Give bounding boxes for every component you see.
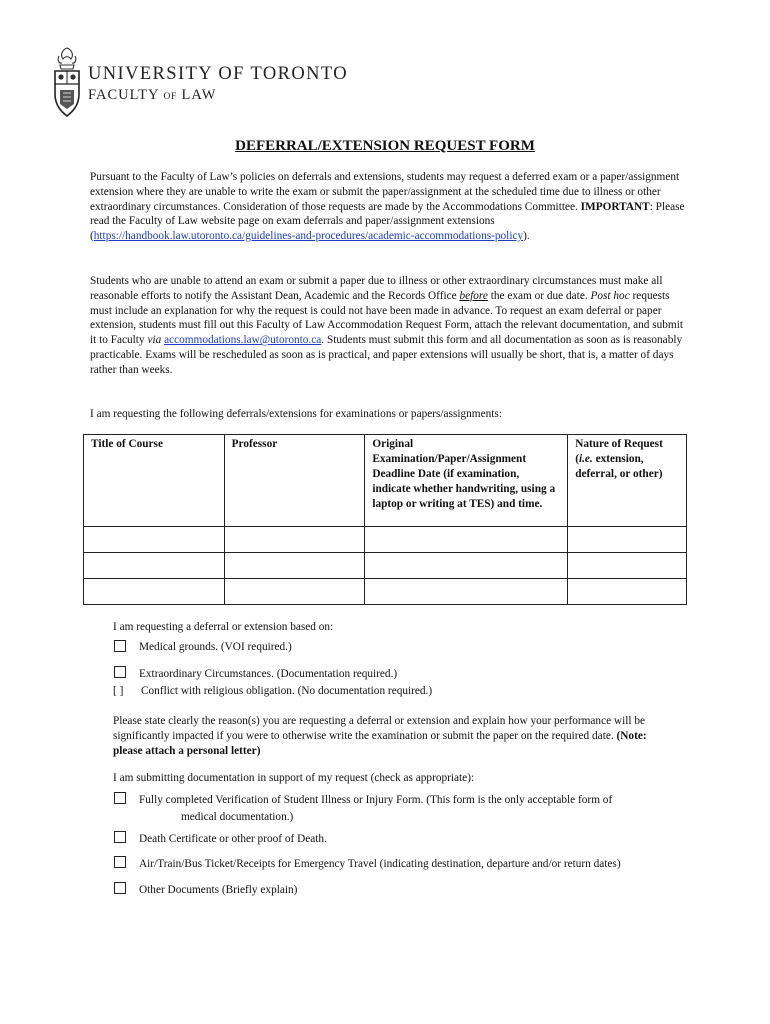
travel-receipts-checkbox[interactable] xyxy=(114,856,126,868)
request-intro: I am requesting the following deferrals/extensions for examinations or papers/assignments: xyxy=(90,408,502,420)
death-certificate-checkbox[interactable] xyxy=(114,831,126,843)
course-cell[interactable] xyxy=(84,527,225,553)
header-course: Title of Course xyxy=(84,435,225,527)
religious-bracket-checkbox[interactable]: [ ] xyxy=(113,685,124,697)
nature-cell[interactable] xyxy=(568,579,687,605)
course-cell[interactable] xyxy=(84,579,225,605)
illness-form-label: Fully completed Verification of Student Illness or Injury Form. (This form is the only acceptable form of xyxy=(139,794,613,806)
intro-paragraph: Pursuant to the Faculty of Law’s policies on deferrals and extensions, students may request a deferred exam or a paper/assignment extension where they are unable to write the exam or submit the paper/assignment at the scheduled time due to illness or other extraordinary circumstances. Consideration of those requests are made by the Accommodations Committee. IMPORTANT: Please read the Faculty of Law website page on exam deferrals and paper/assignment extensions (https://handbook.law.utoronto.ca/guidelines-and-procedures/academic-accommodations-policy). xyxy=(90,171,685,243)
extraordinary-circumstances-label: Extraordinary Circumstances. (Documentation required.) xyxy=(139,668,398,680)
instructions-paragraph: Students who are unable to attend an exam or submit a paper due to illness or other extraordinary circumstances must make all reasonable efforts to notify the Assistant Dean, Academic and the Records Office before the exam or due date. Post hoc requests must include an explanation for why the request is could not have been made in advance. To request an exam deferral or paper extension, students must fill out this Faculty of Law Accommodation Request Form, attach the relevant documentation, and submit it to Faculty via accommodations.law@utoronto.ca. Students must submit this form and all documentation as soon as is reasonably practicable. Exams will be rescheduled as soon as is practical, and paper extensions will usually be short, that is, a matter of days rather than weeks. xyxy=(90,275,683,376)
handbook-link[interactable]: https://handbook.law.utoronto.ca/guidelines-and-procedures/academic-accommodations-policy xyxy=(93,230,524,243)
faculty-name: FACULTY OF LAW xyxy=(88,87,217,103)
nature-cell[interactable] xyxy=(568,527,687,553)
medical-grounds-checkbox[interactable] xyxy=(114,640,126,652)
professor-cell[interactable] xyxy=(224,527,365,553)
header-nature: Nature of Request (i.e. extension, deferral, or other) xyxy=(568,435,687,527)
illness-form-checkbox[interactable] xyxy=(114,792,126,804)
deadline-cell[interactable] xyxy=(365,527,568,553)
professor-cell[interactable] xyxy=(224,553,365,579)
header-professor: Professor xyxy=(224,435,365,527)
nature-cell[interactable] xyxy=(568,553,687,579)
death-certificate-label: Death Certificate or other proof of Death. xyxy=(139,833,327,845)
reason-paragraph: Please state clearly the reason(s) you are requesting a deferral or extension and explain how your performance will be significantly impacted if you were to otherwise write the examination or submit the paper on the required date. (Note: please attach a personal letter) xyxy=(113,715,647,757)
email-link[interactable]: accommodations.law@utoronto.ca xyxy=(164,334,322,347)
table-row xyxy=(84,579,687,605)
basis-intro: I am requesting a deferral or extension based on: xyxy=(113,621,334,633)
illness-form-label-continued: medical documentation.) xyxy=(181,811,294,823)
other-documents-label: Other Documents (Briefly explain) xyxy=(139,884,298,896)
university-logo xyxy=(48,46,368,126)
other-documents-checkbox[interactable] xyxy=(114,882,126,894)
header-deadline: Original Examination/Paper/Assignment Deadline Date (if examination, indicate whether handwriting, using a laptop or writing at TES) and time. xyxy=(365,435,568,527)
courses-table xyxy=(83,434,687,605)
religious-obligation-label: Conflict with religious obligation. (No documentation required.) xyxy=(141,685,433,697)
medical-grounds-label: Medical grounds. (VOI required.) xyxy=(139,641,292,653)
university-name: UNIVERSITY OF TORONTO xyxy=(88,64,348,84)
travel-receipts-label: Air/Train/Bus Ticket/Receipts for Emergency Travel (indicating destination, departure and/or return dates) xyxy=(139,858,621,870)
extraordinary-circumstances-checkbox[interactable] xyxy=(114,666,126,678)
crest-icon xyxy=(50,46,84,120)
deadline-cell[interactable] xyxy=(365,553,568,579)
table-header-row xyxy=(84,435,687,527)
table-row xyxy=(84,527,687,553)
course-cell[interactable] xyxy=(84,553,225,579)
professor-cell[interactable] xyxy=(224,579,365,605)
table-row xyxy=(84,553,687,579)
form-title: DEFERRAL/EXTENSION REQUEST FORM xyxy=(235,138,535,154)
documentation-intro: I am submitting documentation in support of my request (check as appropriate): xyxy=(113,772,475,784)
deadline-cell[interactable] xyxy=(365,579,568,605)
